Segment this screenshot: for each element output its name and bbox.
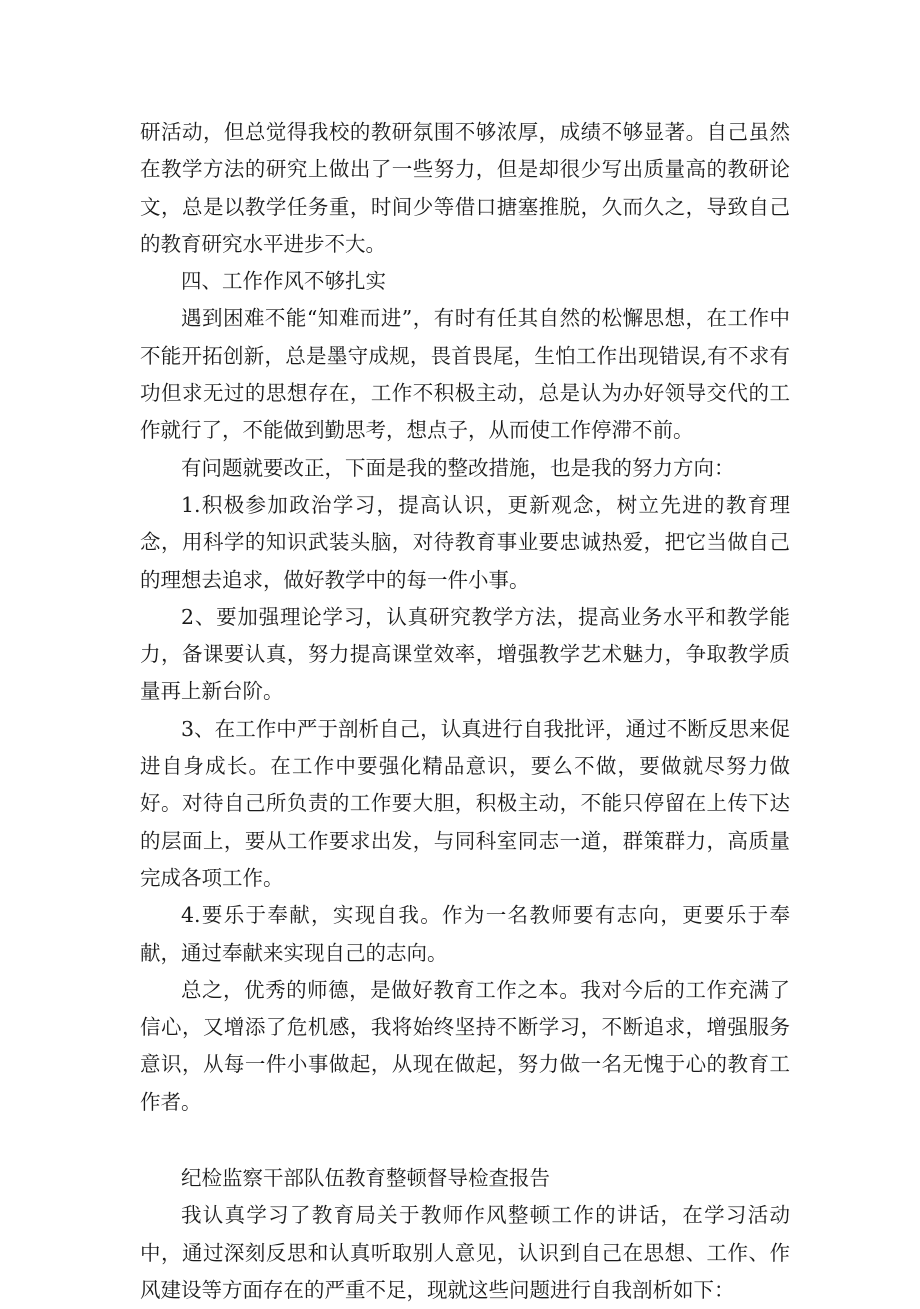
paragraph: 我认真学习了教育局关于教师作风整顿工作的讲话，在学习活动中，通过深刻反思和认真听取别人意见，认识到自己在思想、工作、作风建设等方面存在的严重不足，现就这些问题进行自我剖析如下： [140,1203,790,1302]
paragraph: 有问题就要改正，下面是我的整改措施，也是我的努力方向： [181,455,735,480]
document-title: 纪检监察干部队伍教育整顿督导检查报告 [181,1166,550,1191]
list-item: 2、要加强理论学习，认真研究教学方法，提高业务水平和教学能力，备课要认真，努力提高课堂效率，增强教学艺术魅力，争取教学质量再上新台阶。 [140,604,790,704]
document-body [140,114,790,1309]
list-item: 4.要乐于奉献，实现自我。作为一名教师要有志向，更要乐于奉献，通过奉献来实现自己的志向。 [140,903,790,965]
section-gap [140,1121,790,1160]
paragraph: 遇到困难不能“知难而进”，有时有任其自然的松懈思想，在工作中不能开拓创新，总是墨守成规，畏首畏尾，生怕工作出现错误,有不求有功但求无过的思想存在，工作不积极主动，总是认为办好领导交代的工作就行了，不能做到勤思考，想点子，从而使工作停滞不前。 [140,306,790,443]
list-item: 3、在工作中严于剖析自己，认真进行自我批评，通过不断反思来促进自身成长。在工作中要强化精品意识，要么不做，要做就尽努力做好。对待自己所负责的工作要大胆，积极主动，不能只停留在上传下达的层面上，要从工作要求出发，与同科室同志一道，群策群力，高质量完成各项工作。 [140,716,790,890]
paragraph-continuation: 研活动，但总觉得我校的教研氛围不够浓厚，成绩不够显著。自己虽然在教学方法的研究上做出了一些努力，但是却很少写出质量高的教研论文，总是以教学任务重，时间少等借口搪塞推脱，久而久之，导致自己的教育研究水平进步不大。 [140,120,790,256]
section-heading: 四、工作作风不够扎实 [181,269,386,294]
paragraph: 总之，优秀的师德，是做好教育工作之本。我对今后的工作充满了信心，又增添了危机感，我将始终坚持不断学习，不断追求，增强服务意识，从每一件小事做起，从现在做起，努力做一名无愧于心的教育工作者。 [140,977,790,1114]
list-item: 1.积极参加政治学习，提高认识，更新观念，树立先进的教育理念，用科学的知识武装头脑，对待教育事业要忠诚热爱，把它当做自己的理想去追求，做好教学中的每一件小事。 [140,492,790,592]
